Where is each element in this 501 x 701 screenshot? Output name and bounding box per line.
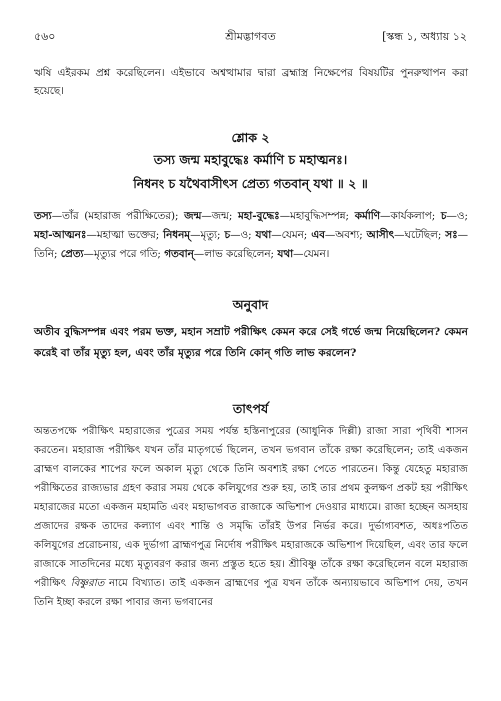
chapter-reference: [স্কন্ধ ১, অধ্যায় ১২	[382, 30, 467, 43]
synonym-word: সঃ	[445, 229, 458, 241]
page-number: ৫৬০	[34, 30, 56, 43]
purport-text-part: অন্ততপক্ষে পরীক্ষিৎ মহারাজের পুত্রের সময় পর্যন্ত হস্তিনাপুরের (আধুনিক দিল্লী) রাজা সারা পৃথিবী শাসন করতেন। মহারাজ পরীক্ষিৎ যখন তাঁর মাতৃগর্ভে ছিলেন, তখন ভগবান তাঁকে রক্ষা করেছিলেন; তাই একজন ব্রাহ্মণ বালকের শাপের ফলে অকাল মৃত্যু থেকে তিনি অবশ্যই রক্ষা পেতে পারতেন। কিন্তু যেহেতু মহারাজ পরীক্ষিতের রাজ্যভার গ্রহণ করার সময় থেকে কলিযুগের শুরু হয়, তাই তার প্রথম কুলক্ষণ প্রকট হয় পরীক্ষিৎ মহারাজের মতো একজন মহামতি এবং মহাভাগবত রাজাকে অভিশাপ দেওয়ার মাধ্যমে। রাজা হচ্ছেন অসহায় প্রজাদের রক্ষক তাদের কল্যাণ এবং শান্তি ও সমৃদ্ধি তাঁরই উপর নির্ভর করে। দুর্ভাগ্যবশত, অধঃপতিত কলিযুগের প্ররোচনায়, এক দুর্ভাগা ব্রাহ্মণপুত্র নির্দোষ পরীক্ষিৎ মহারাজকে অভিশাপ দিয়েছিল, এবং তার ফলে রাজাকে সাতদিনের মধ্যে মৃত্যুবরণ করার জন্য প্রস্তুত হতে হয়। শ্রীবিষ্ণু তাঁকে রক্ষা করেছিলেন বলে মহারাজ পরীক্ষিৎ	[34, 426, 468, 589]
synonym-meaning: জন্ম;	[211, 210, 233, 222]
synonym-word: মহা-বুদ্ধেঃ	[238, 210, 280, 222]
synonym-meaning: মৃত্যু;	[200, 229, 221, 241]
synonym-meaning: মহাবুদ্ধিসম্পন্ন;	[290, 210, 350, 222]
synonym-word: তস্য	[34, 210, 52, 222]
synonym-word: যথা	[255, 229, 272, 241]
synonym-word: চ	[224, 229, 231, 241]
synonym-word: যথা	[277, 248, 294, 260]
intro-paragraph: ঋষি এইরকম প্রশ্ন করেছিলেন। এইভাবে অশ্বত্থামার দ্বারা ব্রহ্মাস্ত্র নিক্ষেপের বিষয়টির পুনরুত্থাপন করা হয়েছে।	[34, 67, 468, 97]
synonym-meaning: অবশ্য;	[335, 229, 363, 241]
synonym-meaning: মহাত্মা ভক্তের;	[96, 229, 160, 241]
synonym-meaning: ও;	[240, 229, 252, 241]
synonym-word: এব	[311, 229, 325, 241]
synonym-word: গতবান্	[164, 248, 194, 260]
purport-text	[34, 422, 468, 612]
synonym-meaning: মৃত্যুর পরে গতি;	[93, 248, 161, 260]
verse-line-1: তস্য জন্ম মহাবুদ্ধেঃ কর্মাণি চ মহাত্মনঃ।	[153, 152, 348, 167]
synonym-word: আসীৎ	[366, 229, 395, 241]
verse-line-2: নিধনং চ যথৈবাসীৎস প্রেত্য গতবান্ যথা ॥ ২ ॥	[133, 176, 368, 191]
translation-heading: অনুবাদ	[232, 297, 269, 312]
synonym-meaning: লাভ করেছিলেন;	[204, 248, 275, 260]
page-header	[34, 28, 467, 44]
synonym-word: জন্ম	[184, 210, 202, 222]
book-title: শ্রীমদ্ভাগবত	[225, 30, 276, 43]
synonym-word: প্রেত্য	[60, 248, 84, 260]
synonym-word: কর্মাণি	[354, 210, 380, 222]
shloka-heading: শ্লোক ২	[231, 130, 270, 145]
synonym-word: নিধনম্	[163, 229, 191, 241]
synonym-meaning: কার্যকলাপ;	[390, 210, 436, 222]
synonym-meaning: যেমন।	[303, 248, 330, 260]
synonym-meaning: তিনি;	[34, 248, 58, 260]
synonym-meaning: ঘটেছিল;	[404, 229, 442, 241]
purport-text-part: নামে বিখ্যাত। তাই একজন ব্রাহ্মণের পুত্র যখন তাঁকে অন্যায়ভাবে অভিশাপ দেয়, তখন তিনি ইচ্ছা করলে রক্ষা পাবার জন্য ভগবানের	[34, 578, 468, 608]
purport-heading: তাৎপর্য	[232, 401, 269, 416]
synonym-word: চ	[440, 210, 447, 222]
synonym-word: মহা-আত্মনঃ	[34, 229, 87, 241]
synonym-meaning: তাঁর (মহারাজ পরীক্ষিতের);	[62, 210, 179, 222]
synonyms-block: তস্য—তাঁর (মহারাজ পরীক্ষিতের); জন্ম—জন্ম; মহা-বুদ্ধেঃ—মহাবুদ্ধিসম্পন্ন; কর্মাণি—কার্যকলাপ; চ—ও; মহা-আত্মনঃ—মহাত্মা ভক্তের; নিধনম্—মৃত্যু; চ—ও; যথা—যেমন; এব—অবশ্য; আসীৎ—ঘটেছিল; সঃ—তিনি; প্রেত্য—মৃত্যুর পরে গতি; গতবান্—লাভ করেছিলেন; যথা—যেমন।	[34, 210, 469, 260]
synonym-meaning: যেমন;	[281, 229, 308, 241]
purport-italic-term: বিষ্ণুরাত	[70, 578, 105, 589]
synonym-meaning: ও;	[456, 210, 469, 222]
translation-text: অতীব বুদ্ধিসম্পন্ন এবং পরম ভক্ত, মহান সম্রাট পরীক্ষিৎ কেমন করে সেই গর্ভে জন্ম নিয়েছিলেন? কেমন করেই বা তাঁর মৃত্যু হল, এবং তাঁর মৃত্যুর পরে তিনি কোন্ গতি লাভ করলেন?	[34, 326, 468, 359]
